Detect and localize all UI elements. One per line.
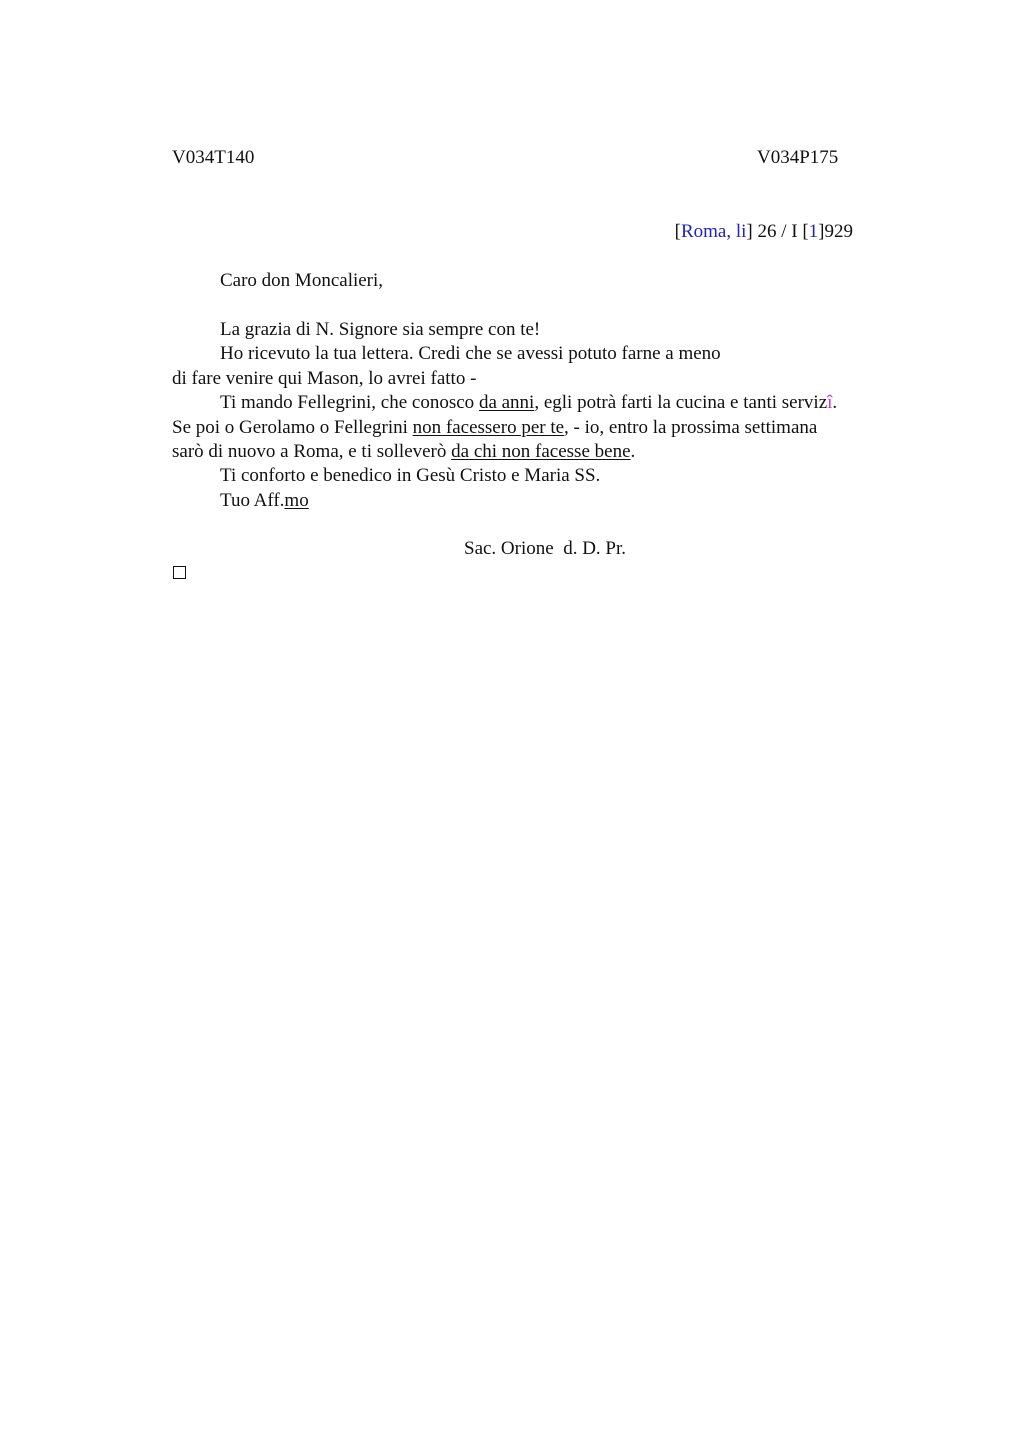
closing — [220, 489, 309, 513]
letter-line-4-text-b: , egli potrà farti la cucina e tanti serviz — [534, 392, 828, 413]
letter-line-3: di fare venire qui Mason, lo avrei fatto - — [172, 368, 477, 389]
document-reference-left: V034T140 — [172, 147, 255, 168]
letter-line-5-text-b: , - io, entro la prossima settimana — [564, 417, 818, 438]
letter-line-4-editorial-mark: î — [827, 392, 833, 413]
letter-line-5 — [172, 416, 817, 440]
dateline-year-digit: 1 — [808, 221, 819, 242]
dateline-open-bracket: [ — [674, 221, 681, 242]
letter-line-6 — [172, 440, 635, 464]
dateline — [675, 220, 853, 244]
letter-line-5-underlined: non facessero per te — [412, 417, 565, 438]
letter-line-5-text-a: Se poi o Gerolamo o Fellegrini — [172, 417, 413, 438]
signature: Sac. Orione d. D. Pr. — [464, 538, 627, 559]
letter-line-4-text-a: Ti mando Fellegrini, che conosco — [220, 392, 479, 413]
closing-text: Tuo Aff. — [220, 490, 285, 511]
letter-line-6-text-a: sarò di nuovo a Roma, e ti solleverò — [172, 441, 452, 462]
dateline-day-month: ] 26 / I [ — [746, 221, 809, 242]
letter-line-6-text-b: . — [630, 441, 636, 462]
letter-line-7: Ti conforto e benedico in Gesù Cristo e Maria SS. — [220, 465, 601, 486]
letter-line-4 — [220, 391, 837, 415]
letter-line-2: Ho ricevuto la tua lettera. Credi che se avessi potuto farne a meno — [220, 343, 721, 364]
empty-checkbox-glyph — [173, 566, 186, 579]
dateline-place: Roma, li — [680, 221, 747, 242]
letter-line-6-underlined: da chi non facesse bene — [451, 441, 631, 462]
salutation: Caro don Moncalieri, — [220, 270, 384, 291]
document-reference-right: V034P175 — [757, 147, 839, 168]
closing-underlined: mo — [284, 490, 309, 511]
letter-line-1: La grazia di N. Signore sia sempre con te! — [220, 319, 541, 340]
dateline-year-rest: ]929 — [818, 221, 853, 242]
letter-line-4-underlined: da anni — [478, 392, 535, 413]
letter-line-4-text-c: . — [832, 392, 838, 413]
